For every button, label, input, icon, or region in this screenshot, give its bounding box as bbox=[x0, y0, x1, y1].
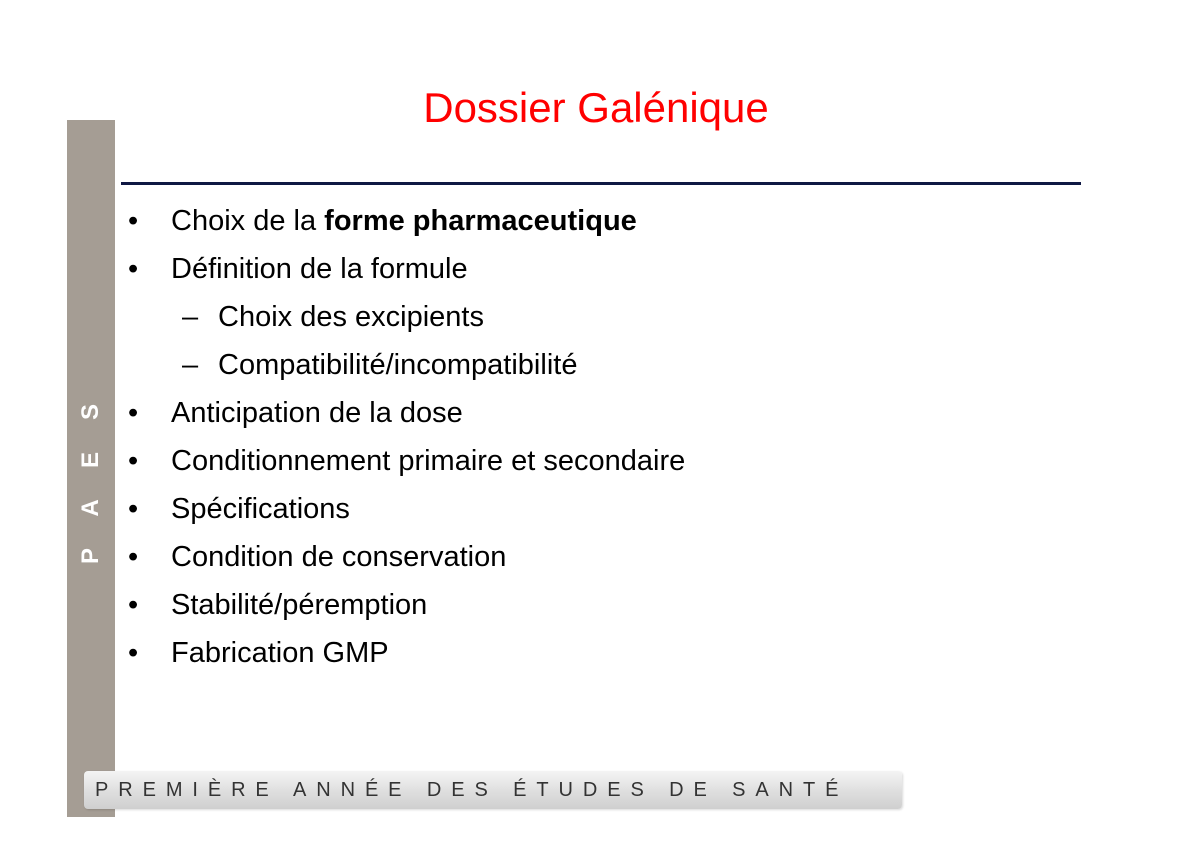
sub-list-item bbox=[128, 341, 1078, 389]
list-item bbox=[128, 389, 1078, 437]
list-item bbox=[128, 485, 1078, 533]
sub-list-item-text: Compatibilité/incompatibilité bbox=[218, 349, 578, 381]
bullet-marker: • bbox=[128, 541, 139, 573]
list-item-text: Conditionnement primaire et secondaire bbox=[171, 445, 686, 477]
list-item bbox=[128, 197, 1078, 245]
list-item-text: Spécifications bbox=[171, 493, 350, 525]
sub-list-item bbox=[128, 293, 1078, 341]
list-item-text: Condition de conservation bbox=[171, 541, 507, 573]
bullet-marker: • bbox=[128, 397, 139, 429]
list-item bbox=[128, 437, 1078, 485]
title-divider bbox=[121, 182, 1081, 185]
list-item bbox=[128, 533, 1078, 581]
paes-vertical-label bbox=[67, 388, 115, 580]
list-item bbox=[128, 245, 1078, 293]
bullet-marker: • bbox=[128, 445, 139, 477]
list-item-text: Définition de la formule bbox=[171, 253, 468, 285]
dash-marker: – bbox=[182, 301, 199, 333]
paes-letter: E bbox=[77, 452, 104, 469]
bullet-marker: • bbox=[128, 589, 139, 621]
list-item-text: Stabilité/péremption bbox=[171, 589, 428, 621]
bullet-marker: • bbox=[128, 637, 139, 669]
list-item-emphasis: forme pharmaceutique bbox=[324, 205, 637, 237]
list-item-text: Anticipation de la dose bbox=[171, 397, 463, 429]
list-item bbox=[128, 629, 1078, 677]
list-item bbox=[128, 581, 1078, 629]
list-item-text: Fabrication GMP bbox=[171, 637, 389, 669]
bullet-marker: • bbox=[128, 253, 139, 285]
list-item-text bbox=[171, 197, 637, 245]
bullet-marker: • bbox=[128, 205, 139, 237]
list-item-prefix: Choix de la bbox=[171, 205, 325, 237]
sub-list-item-text: Choix des excipients bbox=[218, 301, 484, 333]
paes-letter: S bbox=[77, 404, 104, 421]
bullet-list bbox=[128, 197, 1078, 677]
slide-title: Dossier Galénique bbox=[423, 84, 769, 131]
dash-marker: – bbox=[182, 349, 199, 381]
footer-title: PREMIÈRE ANNÉE DES ÉTUDES DE SANTÉ bbox=[95, 779, 849, 801]
bullet-marker: • bbox=[128, 493, 139, 525]
paes-letter: A bbox=[77, 499, 104, 517]
paes-letter: P bbox=[77, 548, 104, 565]
